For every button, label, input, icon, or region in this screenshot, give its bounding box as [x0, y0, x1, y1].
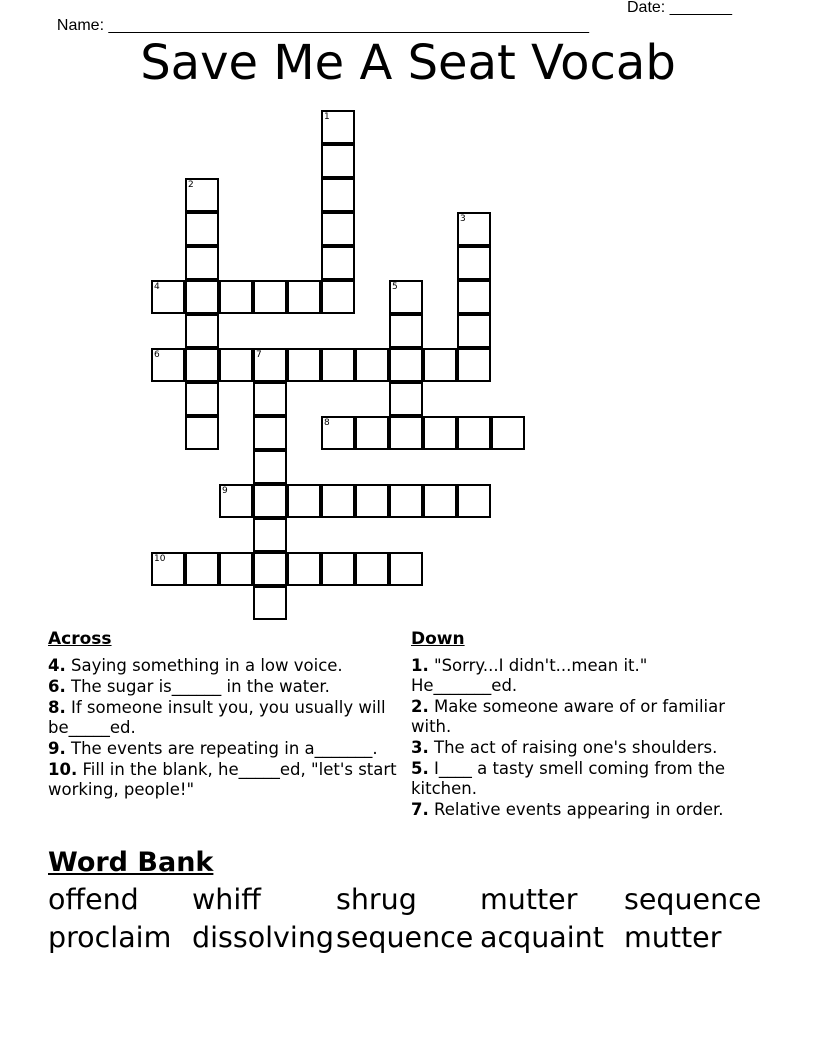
crossword-cell[interactable] [287, 552, 321, 586]
down-clue [411, 697, 756, 737]
word-bank-word: dissolving [192, 921, 334, 954]
crossword-cell[interactable] [219, 280, 253, 314]
clue-number: 3. [411, 738, 429, 757]
clue-number: 2. [411, 697, 429, 716]
crossword-cell[interactable] [389, 416, 423, 450]
crossword-cell[interactable] [185, 314, 219, 348]
word-bank-word: sequence [624, 883, 762, 916]
crossword-cell[interactable] [457, 484, 491, 518]
crossword-cell[interactable] [253, 382, 287, 416]
crossword-cell[interactable] [185, 348, 219, 382]
across-clue [48, 677, 398, 697]
crossword-cell[interactable] [389, 280, 423, 314]
crossword-cell[interactable] [389, 314, 423, 348]
down-clue [411, 759, 756, 799]
across-clue [48, 760, 402, 800]
crossword-cell[interactable] [321, 484, 355, 518]
down-clues [411, 628, 756, 821]
crossword-cell[interactable] [457, 280, 491, 314]
crossword-cell[interactable] [185, 416, 219, 450]
crossword-cell[interactable] [457, 246, 491, 280]
word-bank-word: sequence [336, 921, 474, 954]
clue-text: Relative events appearing in order. [428, 800, 724, 819]
crossword-cell[interactable] [151, 280, 185, 314]
crossword-cell[interactable] [253, 450, 287, 484]
crossword-cell[interactable] [253, 348, 287, 382]
crossword-cell[interactable] [491, 416, 525, 450]
crossword-cell[interactable] [253, 280, 287, 314]
crossword-cell[interactable] [219, 552, 253, 586]
across-clue [48, 739, 398, 759]
crossword-cell[interactable] [151, 348, 185, 382]
crossword-cell[interactable] [389, 382, 423, 416]
crossword-cell[interactable] [253, 484, 287, 518]
crossword-cell[interactable] [185, 280, 219, 314]
crossword-cell[interactable] [287, 280, 321, 314]
down-heading: Down [411, 629, 465, 649]
clue-number: 3 [460, 214, 466, 224]
down-clue [411, 800, 756, 820]
crossword-cell[interactable] [321, 280, 355, 314]
clue-number: 1 [324, 112, 330, 122]
crossword-cell[interactable] [253, 416, 287, 450]
word-bank-word: shrug [336, 883, 417, 916]
word-bank-word: whiff [192, 883, 261, 916]
clue-text: The sugar is______ in the water. [65, 677, 330, 696]
clue-number: 4 [154, 282, 160, 292]
across-clue [48, 656, 398, 676]
crossword-cell[interactable] [321, 416, 355, 450]
crossword-cell[interactable] [321, 144, 355, 178]
crossword-cell[interactable] [185, 246, 219, 280]
crossword-cell[interactable] [355, 484, 389, 518]
crossword-cell[interactable] [321, 178, 355, 212]
crossword-cell[interactable] [423, 348, 457, 382]
word-bank-word: mutter [624, 921, 722, 954]
crossword-cell[interactable] [185, 212, 219, 246]
clue-number: 5 [392, 282, 398, 292]
clue-text: If someone insult you, you usually will be_____ed. [48, 698, 391, 737]
crossword-cell[interactable] [355, 416, 389, 450]
clue-text: I____ a tasty smell coming from the kitchen. [411, 759, 731, 798]
crossword-cell[interactable] [253, 518, 287, 552]
crossword-cell[interactable] [423, 484, 457, 518]
across-clue [48, 698, 398, 738]
word-bank-word: offend [48, 883, 139, 916]
clue-text: The act of raising one's shoulders. [428, 738, 718, 757]
clue-text: Fill in the blank, he_____ed, "let's start working, people!" [48, 760, 402, 799]
clue-number: 1. [411, 656, 429, 675]
crossword-cell[interactable] [321, 348, 355, 382]
crossword-cell[interactable] [355, 348, 389, 382]
crossword-cell[interactable] [321, 110, 355, 144]
crossword-cell[interactable] [389, 348, 423, 382]
clue-number: 10 [154, 554, 166, 564]
clue-number: 5. [411, 759, 429, 778]
crossword-cell[interactable] [219, 348, 253, 382]
clue-number: 2 [188, 180, 194, 190]
crossword-cell[interactable] [389, 484, 423, 518]
down-clue [411, 738, 756, 758]
crossword-cell[interactable] [185, 382, 219, 416]
clue-text: "Sorry...I didn't...mean it." He_______ed. [411, 656, 653, 695]
crossword-cell[interactable] [287, 484, 321, 518]
crossword-cell[interactable] [321, 552, 355, 586]
clue-text: Saying something in a low voice. [65, 656, 343, 675]
clue-number: 9 [222, 486, 228, 496]
clue-number: 9. [48, 739, 66, 758]
crossword-cell[interactable] [253, 586, 287, 620]
crossword-cell[interactable] [321, 246, 355, 280]
crossword-cell[interactable] [151, 552, 185, 586]
clue-text: Make someone aware of or familiar with. [411, 697, 731, 736]
crossword-cell[interactable] [355, 552, 389, 586]
name-field-label[interactable]: Name: ______________________________________________________ [56, 17, 589, 34]
clue-number: 6. [48, 677, 66, 696]
clue-number: 6 [154, 350, 160, 360]
word-bank-word: mutter [480, 883, 578, 916]
crossword-cell[interactable] [219, 484, 253, 518]
crossword-cell[interactable] [457, 212, 491, 246]
clue-text: The events are repeating in a_______. [65, 739, 378, 758]
date-field-label[interactable]: Date: _______ [627, 0, 732, 16]
crossword-cell[interactable] [185, 178, 219, 212]
clue-number: 8 [324, 418, 330, 428]
crossword-cell[interactable] [423, 416, 457, 450]
word-bank [48, 882, 768, 956]
crossword-cell[interactable] [457, 314, 491, 348]
crossword-cell[interactable] [253, 552, 287, 586]
word-bank-word: acquaint [480, 921, 604, 954]
down-clue [411, 656, 756, 696]
crossword-cell[interactable] [321, 212, 355, 246]
clue-number: 10. [48, 760, 78, 779]
across-heading: Across [48, 629, 112, 649]
crossword-cell[interactable] [287, 348, 321, 382]
crossword-cell[interactable] [457, 416, 491, 450]
clue-number: 7. [411, 800, 429, 819]
word-bank-word: proclaim [48, 921, 172, 954]
crossword-cell[interactable] [389, 552, 423, 586]
page-title: Save Me A Seat Vocab [140, 35, 676, 91]
crossword-cell[interactable] [457, 348, 491, 382]
across-clues [48, 628, 402, 801]
crossword-cell[interactable] [185, 552, 219, 586]
clue-number: 4. [48, 656, 66, 675]
word-bank-title: Word Bank [48, 847, 214, 878]
clue-number: 7 [256, 350, 262, 360]
clue-number: 8. [48, 698, 66, 717]
